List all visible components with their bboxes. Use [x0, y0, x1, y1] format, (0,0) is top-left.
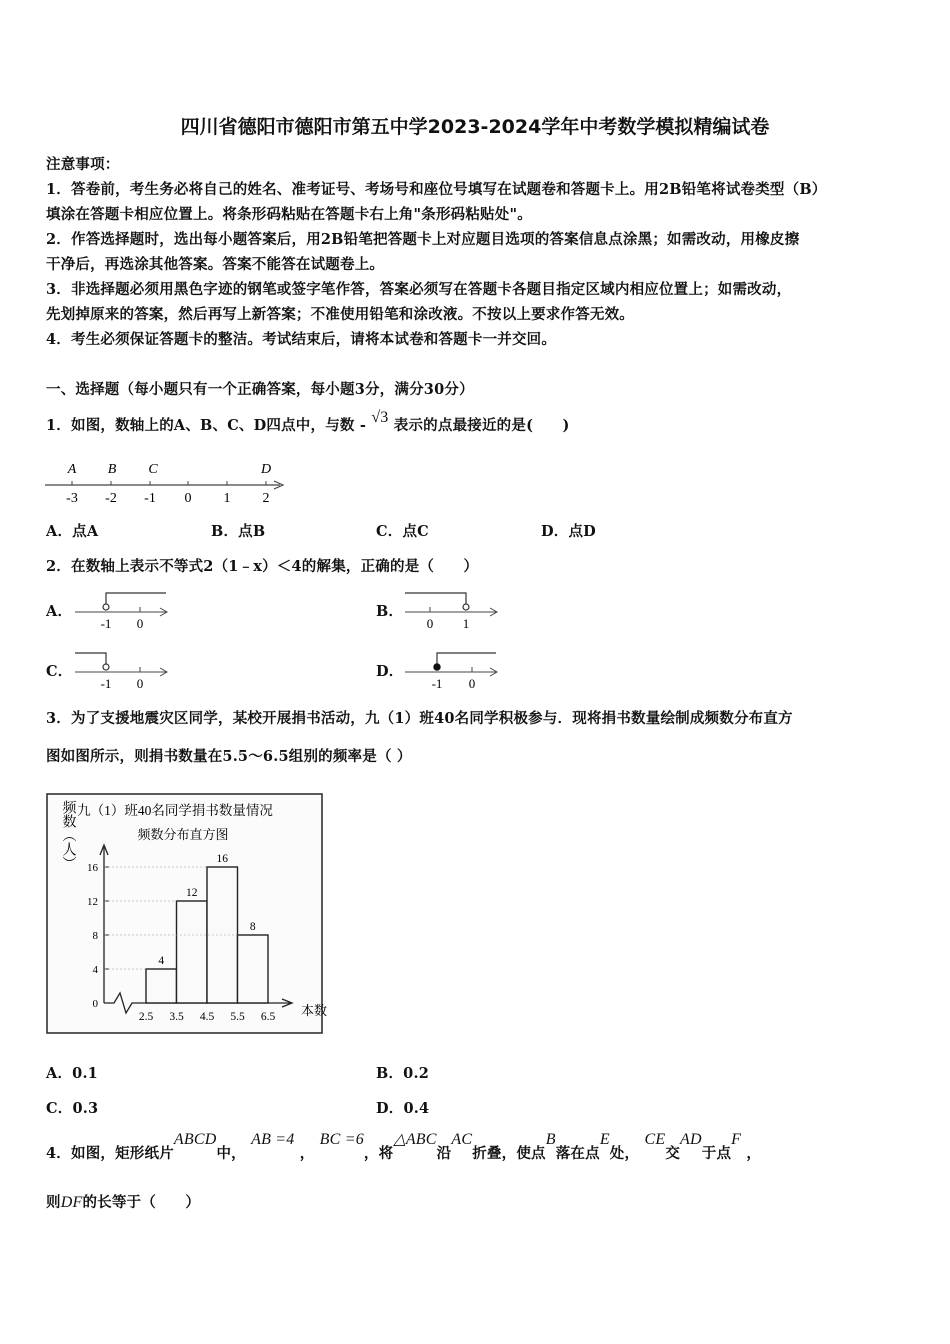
bar-value-label: 4 — [158, 955, 165, 967]
q2-option-c-figure[interactable] — [72, 645, 172, 693]
notice-line: 先划掉原来的答案，然后再写上新答案；不准使用铅笔和涂改液。不按以上要求作答无效。 — [46, 306, 634, 323]
tick-label: 1 — [223, 491, 231, 506]
x-axis-label: 本数 — [301, 1003, 328, 1018]
tick-label: 0 — [426, 616, 434, 631]
q4-text: 于点 — [701, 1145, 732, 1162]
tick-label: -1 — [100, 676, 112, 691]
histogram-bar — [238, 935, 269, 1003]
y-tick-label: 4 — [92, 964, 98, 976]
q2-option-a-figure[interactable] — [72, 585, 172, 633]
y-tick-label: 8 — [92, 930, 98, 942]
q4-math: BC =6 — [319, 1131, 364, 1148]
q1-option-b[interactable]: B．点B — [211, 523, 266, 540]
q2-option-b-label[interactable]: B． — [376, 603, 404, 620]
q3-option-c[interactable]: C．0.3 — [46, 1100, 99, 1117]
point-b-label: B — [107, 462, 117, 477]
tick-label: 0 — [136, 676, 144, 691]
tick-label: -2 — [105, 491, 117, 506]
q4-math: F — [731, 1131, 742, 1148]
chart-subtitle: 频数分布直方图 — [137, 827, 229, 842]
q4-text: 中， — [216, 1145, 246, 1162]
y-tick-label: 16 — [87, 862, 98, 874]
q1-text-a: 1．如图，数轴上的A、B、C、D四点中，与数 - — [46, 417, 367, 434]
x-tick-label: 2.5 — [138, 1011, 154, 1023]
q2-option-c-label[interactable]: C． — [46, 663, 73, 680]
q3-option-d[interactable]: D．0.4 — [376, 1100, 430, 1117]
q4-math: AC — [451, 1131, 473, 1148]
q2-option-a-label[interactable]: A． — [46, 603, 73, 620]
q4-text: 沿 — [436, 1145, 452, 1162]
q2-stem: 2．在数轴上表示不等式2（1﹣x）＜4的解集，正确的是（ ） — [46, 558, 479, 575]
tick-label: -1 — [100, 616, 112, 631]
page-title: 四川省德阳市德阳市第五中学2023-2024学年中考数学模拟精编试卷 — [180, 116, 770, 138]
q4-math: E — [599, 1131, 610, 1148]
q3-stem-line2: 图如图所示，则捐书数量在5.5～6.5组别的频率是（ ） — [46, 748, 412, 765]
notice-heading: 注意事项： — [46, 156, 120, 173]
q4-text: ，将 — [363, 1145, 394, 1162]
y-axis-label: 频数（人） — [60, 800, 76, 870]
q1-option-a[interactable]: A．点A — [46, 523, 99, 540]
x-tick-label: 3.5 — [169, 1011, 184, 1023]
histogram-bar — [146, 969, 177, 1003]
y-tick-label: 0 — [92, 998, 98, 1010]
tick-label: -1 — [431, 676, 443, 691]
q4-stem-line2 — [46, 1191, 200, 1212]
section-heading: 一、选择题（每小题只有一个正确答案，每小题3分，满分30分） — [46, 381, 474, 398]
q2-option-d-figure[interactable] — [402, 645, 502, 693]
sqrt3: √3 — [371, 409, 389, 426]
x-tick-label: 6.5 — [260, 1011, 276, 1023]
q1-stem — [46, 409, 570, 435]
bar-value-label: 8 — [249, 921, 256, 933]
notice-line: 2．作答选择题时，选出每小题答案后，用2B铅笔把答题卡上对应题目选项的答案信息点涂黑；如需改动，用橡皮擦 — [46, 231, 800, 248]
q4-math: AD — [680, 1131, 702, 1148]
q4-math: AB =4 — [251, 1131, 295, 1148]
q4-text: 落在点 — [555, 1145, 600, 1162]
point-a-label: A — [67, 462, 77, 477]
tick-label: 0 — [468, 676, 476, 691]
q3-histogram — [46, 793, 328, 1035]
tick-label: 1 — [462, 616, 470, 631]
q1-option-c[interactable]: C．点C — [376, 523, 429, 540]
notice-line: 1．答卷前，考生务必将自己的姓名、准考证号、考场号和座位号填写在试题卷和答题卡上。用2B铅笔将试卷类型（B） — [46, 181, 827, 198]
q1-text-b: 表示的点最接近的是( ) — [393, 417, 570, 434]
tick-label: 2 — [262, 491, 270, 506]
q4-math: DF — [60, 1194, 83, 1211]
notice-line: 3．非选择题必须用黑色字迹的钢笔或签字笔作答，答案必须写在答题卡各题目指定区域内相应位置上；如需改动， — [46, 281, 792, 298]
q4-math: ABCD — [173, 1131, 217, 1148]
notice-line: 干净后，再选涂其他答案。答案不能答在试题卷上。 — [46, 256, 385, 273]
q4-text: 4．如图，矩形纸片 — [46, 1145, 174, 1162]
tick-label: 0 — [184, 491, 192, 506]
q4-text: ， — [299, 1145, 315, 1162]
q3-stem-line1: 3．为了支援地震灾区同学，某校开展捐书活动，九（1）班40名同学积极参与．现将捐书数量绘制成频数分布直方 — [46, 710, 793, 727]
y-tick-label: 12 — [87, 896, 98, 908]
q4-text: 处， — [609, 1145, 640, 1162]
q4-text: ， — [746, 1145, 762, 1162]
chart-title: 九（1）班40名同学捐书数量情况 — [77, 803, 273, 818]
q4-text: 的长等于（ ） — [82, 1194, 201, 1211]
notice-line: 4．考生必须保证答题卡的整洁。考试结束后，请将本试卷和答题卡一并交回。 — [46, 331, 557, 348]
x-tick-label: 4.5 — [199, 1011, 215, 1023]
tick-label: -3 — [66, 491, 78, 506]
tick-label: 0 — [136, 616, 144, 631]
q4-math: B — [545, 1131, 556, 1148]
bar-value-label: 12 — [186, 887, 198, 899]
tick-label: -1 — [144, 491, 156, 506]
q1-option-d[interactable]: D．点D — [541, 523, 596, 540]
q4-text: 交 — [665, 1145, 681, 1162]
q2-option-b-figure[interactable] — [402, 585, 502, 633]
q4-math: CE — [644, 1131, 666, 1148]
point-c-label: C — [148, 462, 158, 477]
q1-number-line — [40, 455, 300, 510]
q4-text: 则 — [46, 1194, 61, 1211]
bar-value-label: 16 — [216, 853, 228, 865]
q4-text: 折叠，使点 — [472, 1145, 546, 1162]
point-d-label: D — [260, 462, 272, 477]
q4-stem-line1 — [46, 1128, 762, 1162]
q3-option-b[interactable]: B．0.2 — [376, 1065, 429, 1082]
q3-option-a[interactable]: A．0.1 — [46, 1065, 98, 1082]
q4-math: △ABC — [393, 1131, 437, 1148]
histogram-bar — [177, 901, 208, 1003]
x-tick-label: 5.5 — [230, 1011, 245, 1023]
q2-option-d-label[interactable]: D． — [376, 663, 404, 680]
notice-line: 填涂在答题卡相应位置上。将条形码粘贴在答题卡右上角"条形码粘贴处"。 — [46, 206, 532, 223]
